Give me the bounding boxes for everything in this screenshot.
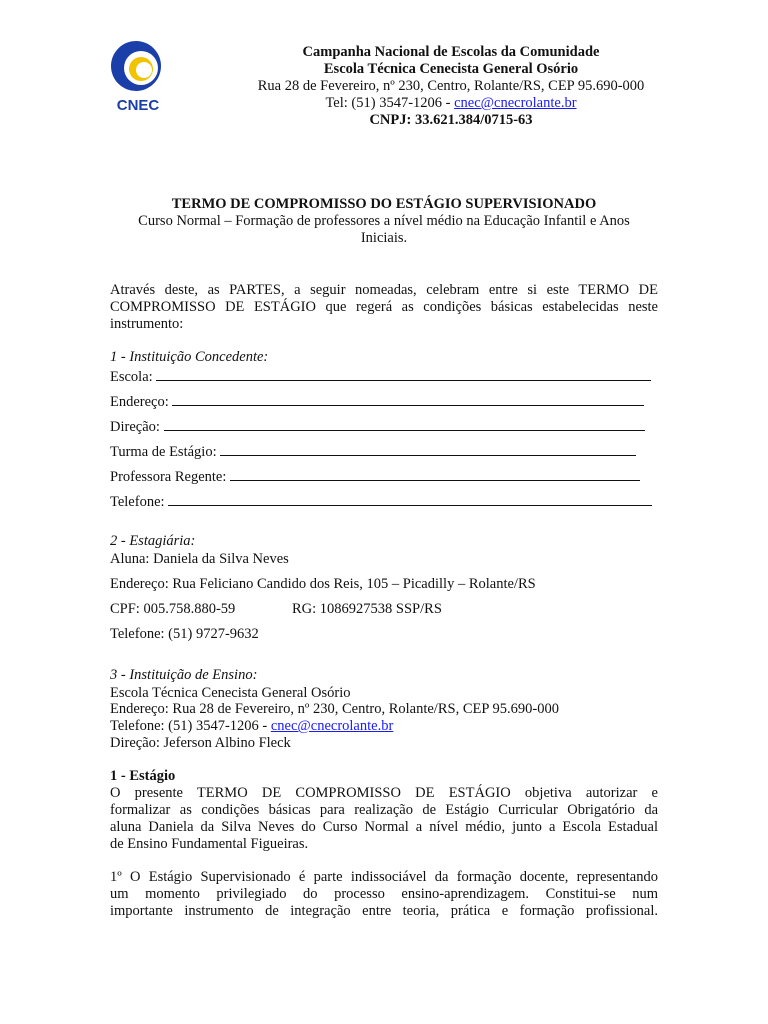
estagio-heading: 1 - Estágio: [110, 768, 176, 784]
email-link[interactable]: cnec@cnecrolante.br: [270, 718, 394, 734]
blank-line[interactable]: [156, 367, 651, 381]
field-endereco: [110, 392, 644, 411]
aluna-address: Endereço: Rua Feliciano Candido dos Reis, 105 – Picadilly – Rolante/RS: [110, 576, 536, 592]
aluna-phone: Telefone: (51) 9727-9632: [110, 626, 259, 642]
school-direction-3: Direção: Jeferson Albino Fleck: [110, 735, 291, 751]
cnpj: CNPJ: 33.621.384/0715-63: [369, 112, 533, 128]
estagio-line: O presente TERMO DE COMPROMISSO DE ESTÁGIO objetiva autorizar e: [110, 785, 658, 801]
field-label: Escola:: [110, 369, 153, 385]
field-telefone: [110, 492, 652, 511]
estagio-line: importante instrumento de integração entre teoria, prática e formação profissional.: [110, 903, 658, 919]
intro-line: COMPROMISSO DE ESTÁGIO que regerá as condições básicas estabelecidas neste: [110, 299, 658, 315]
field-label: Direção:: [110, 419, 160, 435]
blank-line[interactable]: [230, 467, 640, 481]
blank-line[interactable]: [164, 417, 645, 431]
field-label: Professora Regente:: [110, 469, 227, 485]
estagio-paragraph-1: [110, 869, 658, 920]
contact-line: [200, 95, 702, 112]
estagio-line: formalizar as condições básicas para realização de Estágio Curricular Obrigatório da: [110, 802, 658, 818]
intro-paragraph: [110, 282, 658, 333]
cnec-logo-icon: [108, 40, 168, 118]
title-main: TERMO DE COMPROMISSO DO ESTÁGIO SUPERVISIONADO: [171, 196, 597, 212]
field-label: Endereço:: [110, 394, 169, 410]
aluna-cpf: CPF: 005.758.880-59: [110, 601, 236, 617]
email-link[interactable]: cnec@cnecrolante.br: [454, 95, 577, 111]
estagio-line: aluna Daniela da Silva Neves do Curso Normal a nível médio, junto a Escola Estadual: [110, 819, 658, 835]
estagio-paragraph: [110, 785, 658, 853]
title-sub-2: Iniciais.: [360, 230, 408, 246]
aluna-rg: RG: 1086927538 SSP/RS: [292, 601, 442, 617]
intro-line: Através deste, as PARTES, a seguir nomeadas, celebram entre si este TERMO DE: [110, 282, 658, 298]
field-professora: [110, 467, 640, 486]
school-address-3: Endereço: Rua 28 de Fevereiro, nº 230, Centro, Rolante/RS, CEP 95.690-000: [110, 701, 559, 717]
blank-line[interactable]: [220, 442, 636, 456]
field-turma: [110, 442, 636, 461]
title-sub-1: Curso Normal – Formação de professores a nível médio na Educação Infantil e Anos: [138, 213, 630, 229]
school-name-3: Escola Técnica Cenecista General Osório: [110, 685, 351, 701]
estagio-line: um momento privilegiado do processo ensino-aprendizagem. Constitui-se num: [110, 886, 658, 902]
field-label: Telefone:: [110, 494, 165, 510]
field-label: Turma de Estágio:: [110, 444, 217, 460]
address: Rua 28 de Fevereiro, nº 230, Centro, Rolante/RS, CEP 95.690-000: [257, 78, 645, 94]
logo-text: CNEC: [116, 97, 160, 114]
section-2-heading: 2 - Estagiária:: [110, 533, 196, 549]
blank-line[interactable]: [168, 492, 652, 506]
phone: Telefone: (51) 3547-1206 -: [110, 718, 271, 734]
intro-line: instrumento:: [110, 316, 184, 332]
estagio-line: 1º O Estágio Supervisionado é parte indissociável da formação docente, representando: [110, 869, 658, 885]
blank-line[interactable]: [172, 392, 644, 406]
section-3-heading: 3 - Instituição de Ensino:: [110, 667, 258, 683]
document-title: [110, 196, 658, 247]
org-name: Campanha Nacional de Escolas da Comunidade: [302, 44, 600, 60]
field-direcao: [110, 417, 645, 436]
field-escola: [110, 367, 651, 386]
section-1-heading: 1 - Instituição Concedente:: [110, 349, 269, 365]
letterhead: [200, 44, 702, 129]
school-phone-3: [110, 718, 393, 735]
school-name: Escola Técnica Cenecista General Osório: [323, 61, 579, 77]
aluna-name: Aluna: Daniela da Silva Neves: [110, 551, 289, 567]
phone: Tel: (51) 3547-1206 -: [325, 95, 455, 111]
estagio-line: de Ensino Fundamental Figueiras.: [110, 836, 309, 852]
